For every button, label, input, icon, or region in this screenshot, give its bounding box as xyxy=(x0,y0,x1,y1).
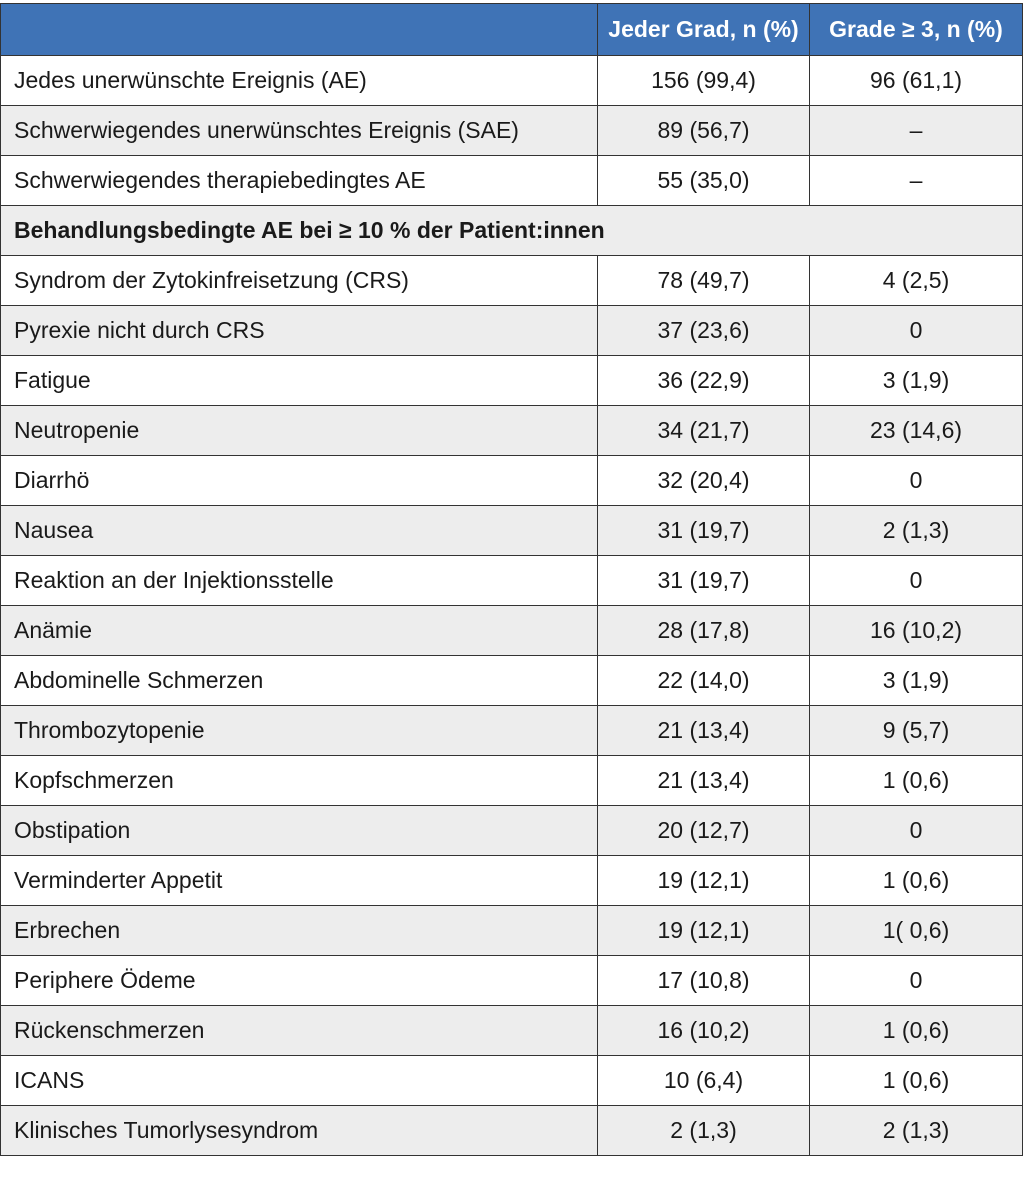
adverse-events-table xyxy=(0,3,1023,1156)
header-any-grade: Jeder Grad, n (%) xyxy=(598,4,810,56)
any-grade-value: 78 (49,7) xyxy=(598,256,810,306)
table-header-row xyxy=(1,4,1023,56)
event-label: Anämie xyxy=(1,606,598,656)
table-row xyxy=(1,406,1023,456)
grade-3-value: 0 xyxy=(810,306,1023,356)
grade-3-value: 3 (1,9) xyxy=(810,356,1023,406)
any-grade-value: 10 (6,4) xyxy=(598,1056,810,1106)
grade-3-value: 0 xyxy=(810,456,1023,506)
any-grade-value: 37 (23,6) xyxy=(598,306,810,356)
event-label: Syndrom der Zytokinfreisetzung (CRS) xyxy=(1,256,598,306)
grade-3-value: – xyxy=(810,106,1023,156)
event-label: Schwerwiegendes unerwünschtes Ereignis (SAE) xyxy=(1,106,598,156)
event-label: Abdominelle Schmerzen xyxy=(1,656,598,706)
event-label: Fatigue xyxy=(1,356,598,406)
grade-3-value: 1 (0,6) xyxy=(810,1056,1023,1106)
grade-3-value: 1( 0,6) xyxy=(810,906,1023,956)
any-grade-value: 19 (12,1) xyxy=(598,906,810,956)
table-row xyxy=(1,706,1023,756)
event-label: Periphere Ödeme xyxy=(1,956,598,1006)
event-label: Schwerwiegendes therapiebedingtes AE xyxy=(1,156,598,206)
any-grade-value: 21 (13,4) xyxy=(598,706,810,756)
table-row xyxy=(1,606,1023,656)
grade-3-value: 0 xyxy=(810,956,1023,1006)
table-row xyxy=(1,306,1023,356)
table-row xyxy=(1,106,1023,156)
header-grade-3-plus: Grade ≥ 3, n (%) xyxy=(810,4,1023,56)
any-grade-value: 28 (17,8) xyxy=(598,606,810,656)
event-label: Kopfschmerzen xyxy=(1,756,598,806)
table-row xyxy=(1,556,1023,606)
table-row xyxy=(1,756,1023,806)
any-grade-value: 156 (99,4) xyxy=(598,56,810,106)
any-grade-value: 19 (12,1) xyxy=(598,856,810,906)
table-row xyxy=(1,156,1023,206)
table-row xyxy=(1,456,1023,506)
table-row xyxy=(1,256,1023,306)
table-row xyxy=(1,506,1023,556)
event-label: Klinisches Tumorlysesyndrom xyxy=(1,1106,598,1156)
grade-3-value: 1 (0,6) xyxy=(810,756,1023,806)
event-label: Neutropenie xyxy=(1,406,598,456)
any-grade-value: 55 (35,0) xyxy=(598,156,810,206)
grade-3-value: 0 xyxy=(810,806,1023,856)
grade-3-value: 16 (10,2) xyxy=(810,606,1023,656)
grade-3-value: 23 (14,6) xyxy=(810,406,1023,456)
table-row xyxy=(1,56,1023,106)
table-row xyxy=(1,656,1023,706)
grade-3-value: 1 (0,6) xyxy=(810,1006,1023,1056)
section-title: Behandlungsbedingte AE bei ≥ 10 % der Patient:innen xyxy=(1,206,1023,256)
any-grade-value: 17 (10,8) xyxy=(598,956,810,1006)
event-label: Thrombozytopenie xyxy=(1,706,598,756)
event-label: Pyrexie nicht durch CRS xyxy=(1,306,598,356)
grade-3-value: 96 (61,1) xyxy=(810,56,1023,106)
table-row xyxy=(1,356,1023,406)
grade-3-value: 1 (0,6) xyxy=(810,856,1023,906)
event-label: ICANS xyxy=(1,1056,598,1106)
event-label: Diarrhö xyxy=(1,456,598,506)
any-grade-value: 2 (1,3) xyxy=(598,1106,810,1156)
table-row xyxy=(1,1106,1023,1156)
table-row xyxy=(1,856,1023,906)
event-label: Rückenschmerzen xyxy=(1,1006,598,1056)
grade-3-value: 0 xyxy=(810,556,1023,606)
table-row xyxy=(1,806,1023,856)
table-body xyxy=(1,56,1023,1156)
any-grade-value: 89 (56,7) xyxy=(598,106,810,156)
any-grade-value: 20 (12,7) xyxy=(598,806,810,856)
table-row xyxy=(1,1006,1023,1056)
grade-3-value: 2 (1,3) xyxy=(810,506,1023,556)
any-grade-value: 22 (14,0) xyxy=(598,656,810,706)
header-event-column xyxy=(1,4,598,56)
event-label: Verminderter Appetit xyxy=(1,856,598,906)
any-grade-value: 21 (13,4) xyxy=(598,756,810,806)
any-grade-value: 31 (19,7) xyxy=(598,556,810,606)
event-label: Erbrechen xyxy=(1,906,598,956)
table-row xyxy=(1,956,1023,1006)
event-label: Nausea xyxy=(1,506,598,556)
event-label: Obstipation xyxy=(1,806,598,856)
grade-3-value: 2 (1,3) xyxy=(810,1106,1023,1156)
any-grade-value: 16 (10,2) xyxy=(598,1006,810,1056)
table-row xyxy=(1,906,1023,956)
grade-3-value: 9 (5,7) xyxy=(810,706,1023,756)
section-header-row xyxy=(1,206,1023,256)
any-grade-value: 36 (22,9) xyxy=(598,356,810,406)
table-row xyxy=(1,1056,1023,1106)
event-label: Jedes unerwünschte Ereignis (AE) xyxy=(1,56,598,106)
event-label: Reaktion an der Injektionsstelle xyxy=(1,556,598,606)
any-grade-value: 32 (20,4) xyxy=(598,456,810,506)
grade-3-value: 4 (2,5) xyxy=(810,256,1023,306)
grade-3-value: – xyxy=(810,156,1023,206)
any-grade-value: 34 (21,7) xyxy=(598,406,810,456)
grade-3-value: 3 (1,9) xyxy=(810,656,1023,706)
any-grade-value: 31 (19,7) xyxy=(598,506,810,556)
